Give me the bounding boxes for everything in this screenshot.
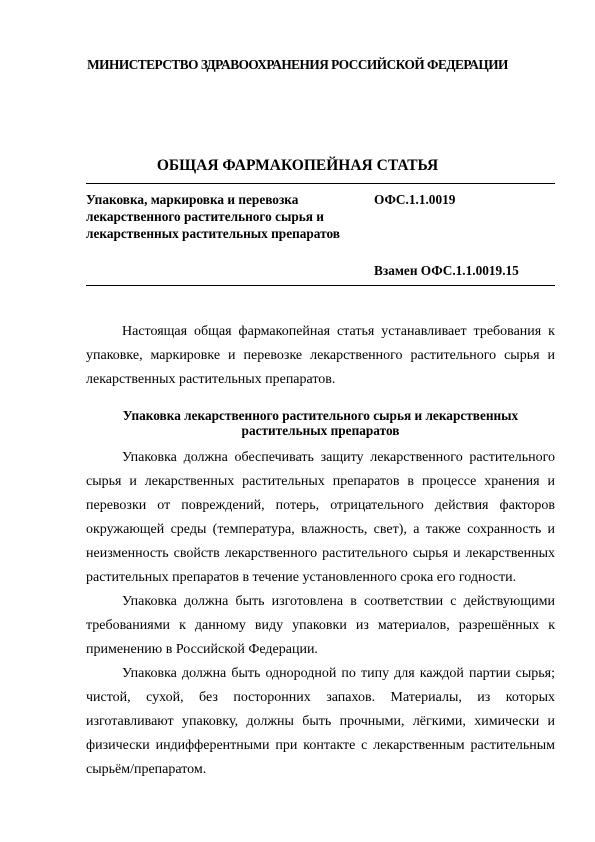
article-code: ОФС.1.1.0019 [374,192,456,207]
section-heading: Упаковка лекарственного растительного сырья и лекарственных растительных препаратов [122,408,519,438]
body-paragraph: Упаковка должна быть изготовлена в соответствии с действующими требованиями к данному виду упаковки из материалов, разрешённых к применению в Российской Федерации. [86,594,555,657]
top-rule [86,183,555,184]
body-paragraph: Упаковка должна обеспечивать защиту лекарственного растительного сырья и лекарственных растительных препаратов в процессе хранения и перевозки от повреждений, потерь, отрицательного действия факторов окружающей среды (температура, влажность, свет), а также сохранность и неизменность свойств лекарственного растительного сырья и лекарственных растительных препаратов в течение установленного срока его годности. [86,450,555,585]
replaces-code: Взамен ОФС.1.1.0019.15 [374,263,519,278]
body-paragraph: Упаковка должна быть однородной по типу для каждой партии сырья; чистой, сухой, без посторонних запахов. Материалы, из которых изготавливают упаковку, должны быть прочными, лёгкими, химически и физически индифферентными при контакте с лекарственным растительным сырьём/препаратом. [86,666,555,777]
ministry-title: МИНИСТЕРСТВО ЗДРАВООХРАНЕНИЯ РОССИЙСКОЙ ФЕДЕРАЦИИ [87,57,508,72]
intro-paragraph: Настоящая общая фармакопейная статья устанавливает требования к упаковке, маркировке и перевозке лекарственного растительного сырья и лекарственных растительных препаратов. [86,324,555,387]
article-title: Упаковка, маркировка и перевозка лекарственного растительного сырья и лекарственных растительных препаратов [86,192,340,241]
bottom-rule [86,285,555,286]
document-type: ОБЩАЯ ФАРМАКОПЕЙНАЯ СТАТЬЯ [156,157,439,174]
